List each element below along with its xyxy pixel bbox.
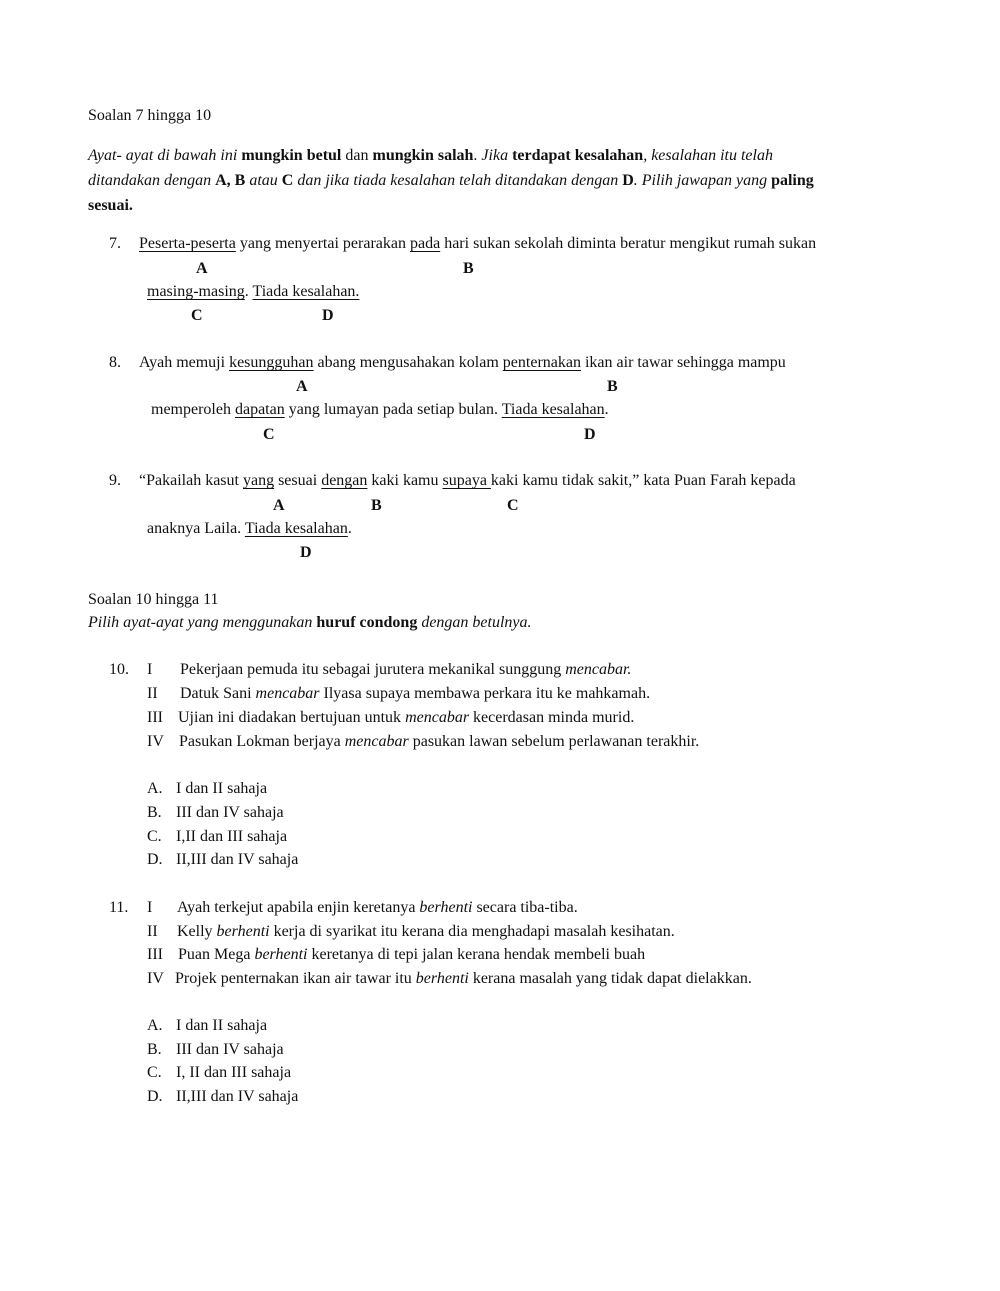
- option-c-underline: supaya: [442, 472, 491, 489]
- option-a-underline: Peserta-peserta: [139, 235, 236, 252]
- answer-option[interactable]: III dan IV sahaja: [176, 804, 284, 821]
- question-10-number: 10.: [109, 661, 129, 678]
- answer-option[interactable]: II,III dan IV sahaja: [176, 1088, 299, 1105]
- option-d-underline: Tiada kesalahan: [244, 520, 348, 537]
- answer-option-letter: B.: [147, 1041, 162, 1058]
- option-b-underline: penternakan: [502, 354, 581, 371]
- answer-option-letter: A.: [147, 780, 163, 797]
- label-d: D: [300, 544, 312, 561]
- answer-option-letter: A.: [147, 1017, 163, 1034]
- instruction-line-3: sesuai.: [88, 197, 133, 214]
- option-d-underline: Tiada kesalahan: [501, 401, 605, 418]
- option-c-underline: dapatan: [234, 401, 285, 418]
- label-c: C: [191, 307, 203, 324]
- statement-text: Kelly berhenti kerja di syarikat itu kerana dia menghadapi masalah kesihatan.: [177, 923, 675, 940]
- option-b-underline: pada: [409, 235, 441, 252]
- answer-option[interactable]: I,II dan III sahaja: [176, 828, 288, 845]
- answer-option[interactable]: I dan II sahaja: [176, 1017, 268, 1034]
- option-d-underline: Tiada kesalahan.: [252, 283, 360, 300]
- label-d: D: [322, 307, 334, 324]
- label-b: B: [607, 378, 618, 395]
- answer-option-letter: B.: [147, 804, 162, 821]
- label-b: B: [463, 260, 474, 277]
- instruction-line-1: Ayat- ayat di bawah ini mungkin betul dan mungkin salah. Jika terdapat kesalahan, kesalahan itu telah: [88, 147, 773, 164]
- question-9-line-2: anaknya Laila. Tiada kesalahan.: [147, 520, 352, 537]
- label-c: C: [263, 426, 275, 443]
- question-7-number: 7.: [109, 235, 121, 252]
- answer-option-letter: D.: [147, 1088, 163, 1105]
- label-a: A: [296, 378, 308, 395]
- answer-option[interactable]: I, II dan III sahaja: [176, 1064, 292, 1081]
- section-heading-1: Soalan 7 hingga 10: [88, 107, 212, 124]
- question-7-line-2: masing-masing. Tiada kesalahan.: [147, 283, 360, 300]
- statement-text: Ayah terkejut apabila enjin keretanya berhenti secara tiba-tiba.: [177, 899, 578, 916]
- section-2-instruction: Pilih ayat-ayat yang menggunakan huruf condong dengan betulnya.: [88, 614, 532, 631]
- answer-option-letter: C.: [147, 828, 162, 845]
- statement-roman: II: [147, 685, 158, 702]
- question-9-number: 9.: [109, 472, 121, 489]
- section-heading-2: Soalan 10 hingga 11: [88, 591, 219, 608]
- option-b-underline: dengan: [321, 472, 368, 489]
- statement-text: Projek penternakan ikan air tawar itu berhenti kerana masalah yang tidak dapat dielakkan.: [175, 970, 752, 987]
- statement-text: Datuk Sani mencabar Ilyasa supaya membawa perkara itu ke mahkamah.: [180, 685, 651, 702]
- label-b: B: [371, 497, 382, 514]
- answer-option-letter: C.: [147, 1064, 162, 1081]
- statement-roman: IV: [147, 733, 164, 750]
- statement-roman: I: [147, 899, 153, 916]
- label-d: D: [584, 426, 596, 443]
- question-9-line-1: “Pakailah kasut yang sesuai dengan kaki kamu supaya kaki kamu tidak sakit,” kata Puan Farah kepada: [139, 472, 796, 489]
- statement-roman: III: [147, 946, 163, 963]
- statement-text: Pekerjaan pemuda itu sebagai jurutera mekanikal sunggung mencabar.: [180, 661, 632, 678]
- answer-option-letter: D.: [147, 851, 163, 868]
- statement-text: Ujian ini diadakan bertujuan untuk mencabar kecerdasan minda murid.: [178, 709, 635, 726]
- statement-roman: III: [147, 709, 163, 726]
- answer-option[interactable]: I dan II sahaja: [176, 780, 268, 797]
- answer-option[interactable]: III dan IV sahaja: [176, 1041, 284, 1058]
- question-11-number: 11.: [109, 899, 129, 916]
- question-7-line-1: Peserta-peserta yang menyertai perarakan pada hari sukan sekolah diminta beratur mengikut rumah sukan: [139, 235, 817, 252]
- statement-text: Pasukan Lokman berjaya mencabar pasukan lawan sebelum perlawanan terakhir.: [179, 733, 700, 750]
- statement-roman: I: [147, 661, 153, 678]
- question-8-line-2: memperoleh dapatan yang lumayan pada setiap bulan. Tiada kesalahan.: [151, 401, 609, 418]
- answer-option[interactable]: II,III dan IV sahaja: [176, 851, 299, 868]
- option-a-underline: yang: [242, 472, 275, 489]
- statement-roman: IV: [147, 970, 164, 987]
- question-8-number: 8.: [109, 354, 121, 371]
- label-c: C: [507, 497, 519, 514]
- statement-text: Puan Mega berhenti keretanya di tepi jalan kerana hendak membeli buah: [178, 946, 646, 963]
- label-a: A: [196, 260, 208, 277]
- option-c-underline: masing-masing: [147, 283, 245, 300]
- question-8-line-1: Ayah memuji kesungguhan abang mengusahakan kolam penternakan ikan air tawar sehingga mampu: [139, 354, 786, 371]
- label-a: A: [273, 497, 285, 514]
- option-a-underline: kesungguhan: [229, 354, 314, 371]
- statement-roman: II: [147, 923, 158, 940]
- instruction-line-2: ditandakan dengan A, B atau C dan jika tiada kesalahan telah ditandakan dengan D. Pilih jawapan yang paling: [88, 172, 814, 189]
